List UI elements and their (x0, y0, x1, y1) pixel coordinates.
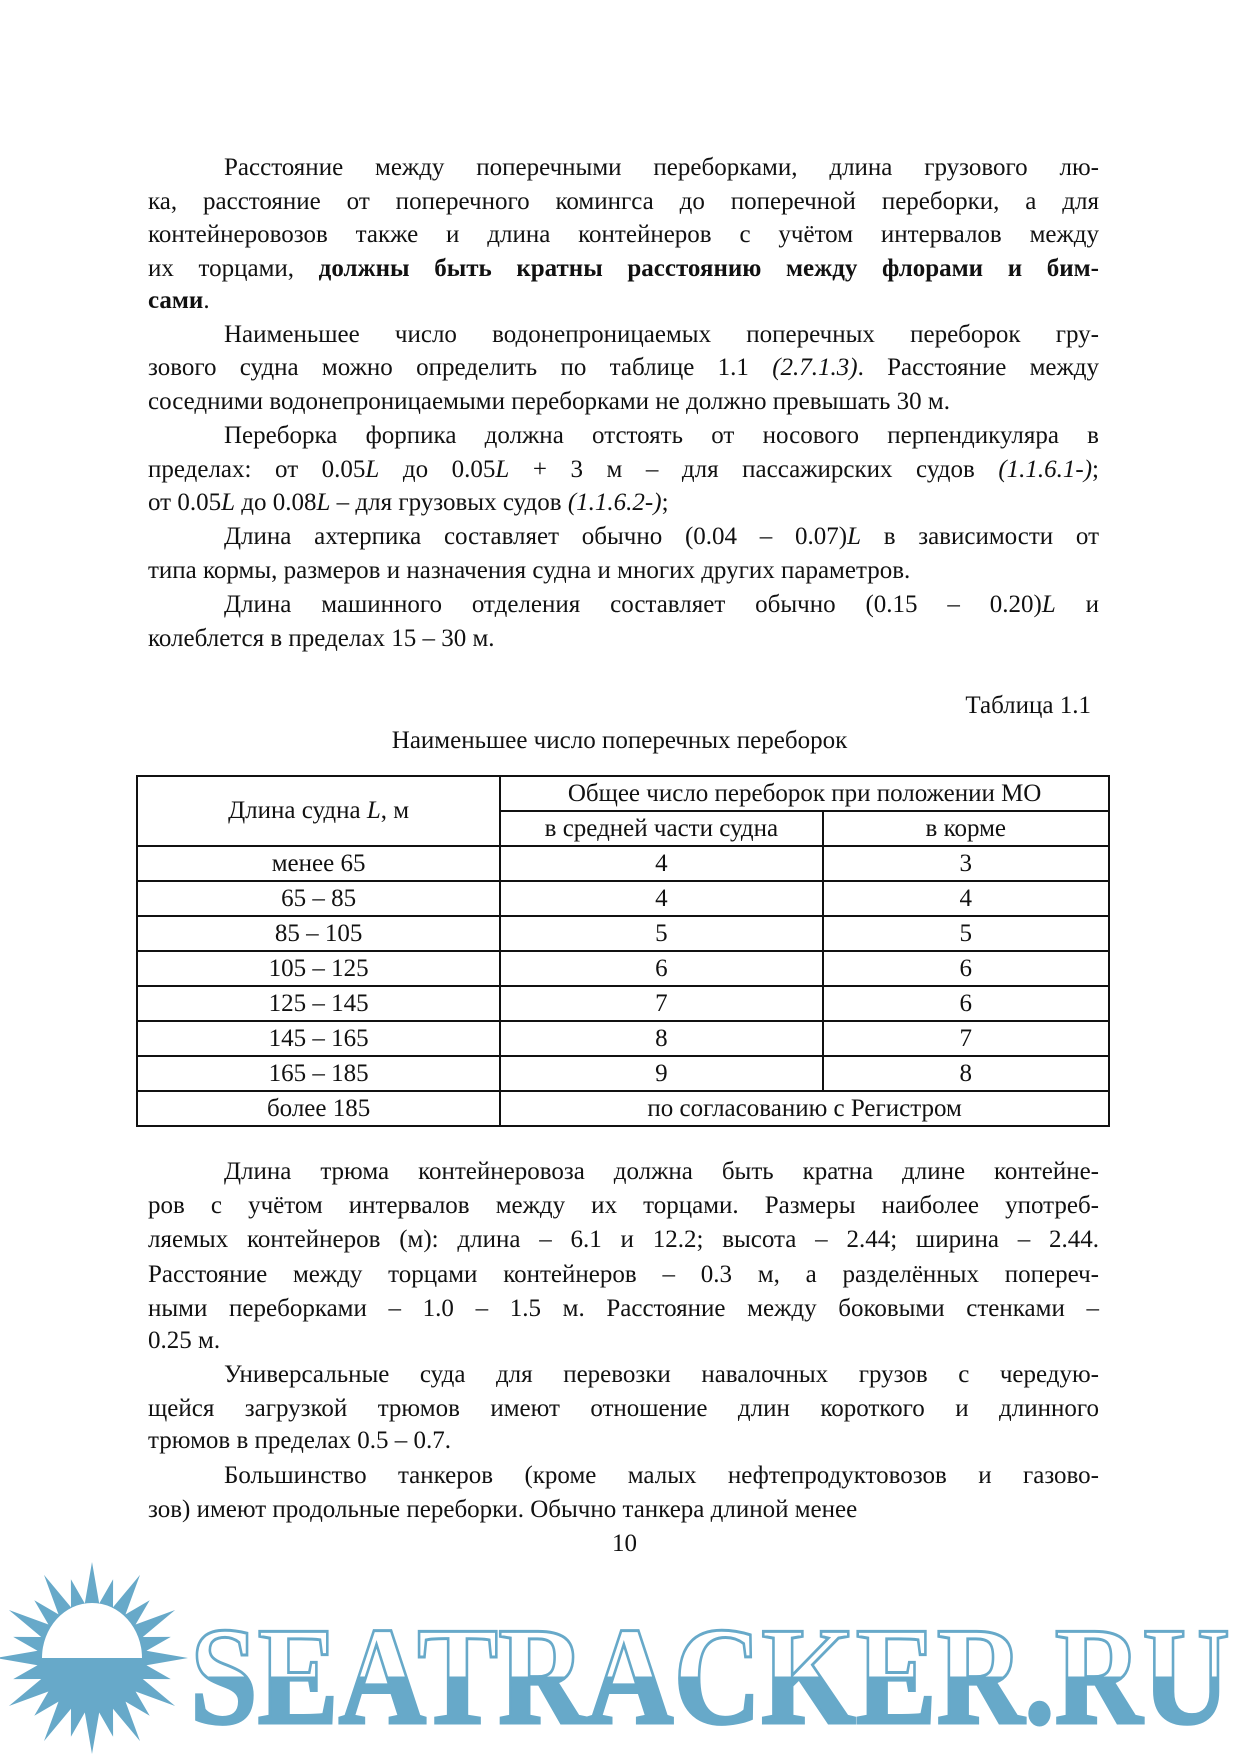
text-segment: зового судна можно определить по таблице 1.1 (148, 354, 773, 381)
text-segment: + 3 м – для пассажирских судов (509, 456, 999, 483)
text-segment: ными переборками – 1.0 – 1.5 м. Расстояние между боковыми стенками – (148, 1295, 1099, 1322)
watermark-logo (0, 1560, 1239, 1754)
table-cell: 9 (500, 1056, 822, 1091)
text-segment: до 0.08 (235, 489, 317, 516)
text-line (224, 522, 1099, 552)
table-cell: 6 (823, 986, 1109, 1021)
text-line (224, 1461, 1099, 1491)
table-cell: 4 (500, 846, 822, 881)
text-line (148, 1394, 1099, 1424)
text-segment: пределах: от 0.05 (148, 456, 366, 483)
text-segment: щейся загрузкой трюмов имеют отношение длин короткого и длинного (148, 1395, 1099, 1422)
text-segment: Длина ахтерпика составляет обычно (0.04 – 0.07) (224, 523, 848, 550)
table-row (137, 1091, 1109, 1126)
table-cell: 6 (500, 951, 822, 986)
sun-icon (0, 1562, 188, 1754)
text-segment: и (1055, 591, 1099, 618)
text-line (148, 455, 1099, 485)
text-segment: L (847, 523, 861, 550)
text-segment: контейнеровозов также и длина контейнеров с учётом интервалов между (148, 221, 1099, 248)
table-cell: 5 (500, 916, 822, 951)
table-cell: 4 (823, 881, 1109, 916)
text-segment: Наименьшее число водонепроницаемых поперечных переборок гру- (224, 321, 1099, 348)
header-length-prefix: Длина судна (228, 797, 367, 824)
header-length (137, 776, 500, 846)
text-segment: Большинство танкеров (кроме малых нефтепродуктовозов и газово- (224, 1462, 1099, 1489)
table-cell: 85 – 105 (137, 916, 500, 951)
text-segment: Расстояние между торцами контейнеров – 0.3 м, а разделённых попереч- (148, 1261, 1099, 1288)
table-cell: 4 (500, 881, 822, 916)
text-segment: типа кормы, размеров и назначения судна и многих других параметров. (148, 557, 911, 584)
text-line (148, 1260, 1099, 1290)
table-row (137, 916, 1109, 951)
header-mid: в средней части судна (500, 811, 822, 846)
text-segment: (1.1.6.2-) (567, 489, 662, 516)
header-group: Общее число переборок при положении МО (500, 776, 1109, 811)
text-segment: L (365, 456, 380, 483)
text-line (148, 1225, 1099, 1255)
table-row (137, 1056, 1109, 1091)
text-segment: Переборка форпика должна отстоять от носового перпендикуляра в (224, 422, 1099, 449)
text-line (148, 1426, 1099, 1456)
text-line (148, 254, 1099, 284)
text-segment: сами (148, 287, 204, 314)
text-line (148, 1326, 1099, 1356)
text-line (148, 1294, 1099, 1324)
text-segment: их торцами, (148, 255, 319, 282)
text-segment: трюмов в пределах 0.5 – 0.7. (148, 1427, 452, 1454)
text-segment: L (1041, 591, 1056, 618)
table-cell: 8 (823, 1056, 1109, 1091)
table-cell: более 185 (137, 1091, 500, 1126)
text-line (148, 220, 1099, 250)
text-segment: ров с учётом интервалов между их торцами. Размеры наиболее употреб- (148, 1192, 1099, 1219)
text-segment: Универсальные суда для перевозки навалочных грузов с чередую- (224, 1361, 1099, 1388)
table-row (137, 846, 1109, 881)
table-cell: по согласованию с Регистром (500, 1091, 1109, 1126)
text-segment: Длина машинного отделения составляет обычно (0.15 – 0.20) (224, 591, 1042, 618)
table-cell: 5 (823, 916, 1109, 951)
text-segment: Длина трюма контейнеровоза должна быть кратна длине контейне- (224, 1158, 1099, 1185)
text-line (224, 153, 1099, 183)
table-caption: Таблица 1.1 (965, 692, 1091, 719)
text-segment: Расстояние между поперечными переборками, длина грузового лю- (224, 154, 1099, 181)
table-header-row (137, 776, 1109, 811)
table-row (137, 951, 1109, 986)
text-segment: соседними водонепроницаемыми переборками не должно превышать 30 м. (148, 388, 950, 415)
table-row (137, 1021, 1109, 1056)
text-line (148, 387, 1099, 417)
text-segment: должны быть кратны расстоянию между флорами и бим- (318, 255, 1099, 282)
text-segment: ляемых контейнеров (м): длина – 6.1 и 12.2; высота – 2.44; ширина – 2.44. (148, 1226, 1099, 1253)
watermark-text: SEATRACKER.RU (190, 1599, 1230, 1754)
text-segment: ка, расстояние от поперечного комингса до поперечной переборки, а для (148, 188, 1099, 215)
table-cell: 145 – 165 (137, 1021, 500, 1056)
header-length-variable: L (366, 797, 381, 824)
table-title: Наименьшее число поперечных переборок (391, 727, 848, 754)
page-number: 10 (612, 1530, 637, 1557)
text-line (224, 421, 1099, 451)
text-segment: . (203, 287, 210, 314)
text-line (224, 1157, 1099, 1187)
table-cell: 3 (823, 846, 1109, 881)
text-line (224, 1360, 1099, 1390)
table-row (137, 881, 1109, 916)
text-segment: L (495, 456, 510, 483)
text-segment: L (316, 489, 331, 516)
text-segment: от 0.05 (148, 489, 222, 516)
text-line (224, 590, 1099, 620)
table-cell: 7 (823, 1021, 1109, 1056)
table-cell: 7 (500, 986, 822, 1021)
table-cell: 165 – 185 (137, 1056, 500, 1091)
text-line (148, 1495, 1099, 1525)
text-line (148, 1191, 1099, 1221)
text-line (148, 187, 1099, 217)
table-cell: 105 – 125 (137, 951, 500, 986)
text-segment: (2.7.1.3) (772, 354, 858, 381)
table-cell: 65 – 85 (137, 881, 500, 916)
text-segment: . Расстояние между (857, 354, 1099, 381)
table-cell: 125 – 145 (137, 986, 500, 1021)
table-cell: 8 (500, 1021, 822, 1056)
text-segment: ; (1092, 456, 1099, 483)
table-row (137, 986, 1109, 1021)
table-cell: 6 (823, 951, 1109, 986)
table-cell: менее 65 (137, 846, 500, 881)
text-segment: в зависимости от (860, 523, 1100, 550)
text-line (148, 353, 1099, 383)
text-line (148, 624, 1099, 654)
header-aft: в корме (823, 811, 1109, 846)
text-segment: L (221, 489, 236, 516)
text-line (148, 488, 1099, 518)
text-segment: до 0.05 (379, 456, 496, 483)
text-line (148, 556, 1099, 586)
header-length-unit: , м (380, 797, 410, 824)
text-line (148, 286, 1099, 316)
text-segment: колеблется в пределах 15 – 30 м. (148, 625, 495, 652)
bulkhead-table (136, 775, 1110, 1127)
text-line (224, 320, 1099, 350)
text-segment: зов) имеют продольные переборки. Обычно танкера длиной менее (148, 1496, 858, 1523)
text-segment: ; (661, 489, 669, 516)
text-segment: (1.1.6.1-) (998, 456, 1093, 483)
text-segment: – для грузовых судов (330, 489, 568, 516)
text-segment: 0.25 м. (148, 1327, 221, 1354)
